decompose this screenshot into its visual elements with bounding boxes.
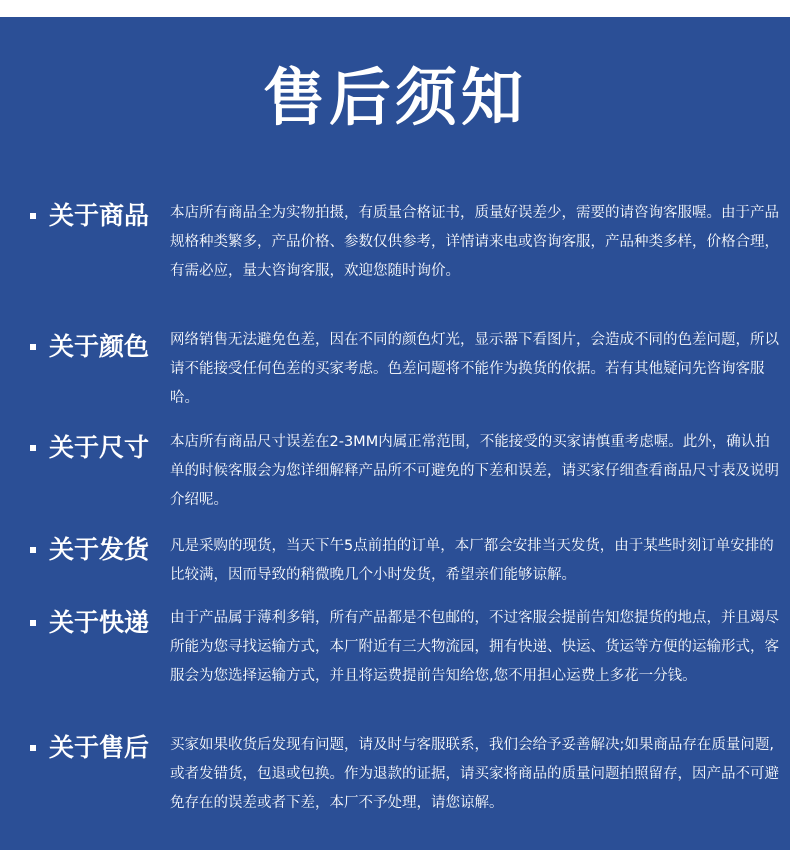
section-heading: 关于颜色	[49, 332, 150, 361]
section-heading: 关于售后	[49, 733, 150, 762]
bullet-icon	[30, 344, 36, 350]
section-heading: 关于发货	[49, 535, 150, 564]
page-title: 售后须知	[262, 61, 527, 134]
bullet-icon	[30, 445, 36, 451]
bullet-icon	[30, 213, 36, 219]
bullet-icon	[30, 547, 36, 553]
section-heading: 关于尺寸	[49, 433, 150, 462]
section-body: 本店所有商品全为实物拍摄，有质量合格证书，质量好误差少，需要的请咨询客服喔。由于产品规格种类繁多，产品价格、参数仅供参考，详情请来电或咨询客服，产品种类多样，价格合理，有需必应，量大咨询客服，欢迎您随时询价。	[170, 205, 779, 279]
bullet-icon	[30, 620, 36, 626]
section-body: 由于产品属于薄利多销，所有产品都是不包邮的，不过客服会提前告知您提货的地点，并且竭尽所能为您寻找运输方式，本厂附近有三大物流园，拥有快递、快运、货运等方便的运输形式，客服会为您选择运输方式，并且将运费提前告知给您,您不用担心运费上多花一分钱。	[170, 610, 779, 684]
section-heading: 关于商品	[49, 201, 150, 230]
section-body: 本店所有商品尺寸误差在2-3MM内属正常范围，不能接受的买家请慎重考虑喔。此外，确认拍单的时候客服会为您详细解释产品所不可避免的下差和误差，请买家仔细查看商品尺寸表及说明介绍呢。	[170, 434, 779, 508]
bullet-icon	[30, 745, 36, 751]
section-body: 网络销售无法避免色差，因在不同的颜色灯光，显示器下看图片，会造成不同的色差问题，所以请不能接受任何色差的买家考虑。色差问题将不能作为换货的依据。若有其他疑问先咨询客服哈。	[170, 332, 779, 406]
section-heading: 关于快递	[49, 608, 150, 637]
section-body: 买家如果收货后发现有问题，请及时与客服联系，我们会给予妥善解决;如果商品存在质量问题,或者发错货，包退或包换。作为退款的证据，请买家将商品的质量问题拍照留存，因产品不可避免存在的误差或者下差，本厂不予处理，请您谅解。	[170, 737, 779, 811]
section-body: 凡是采购的现货，当天下午5点前拍的订单，本厂都会安排当天发货，由于某些时刻订单安排的比较满，因而导致的稍微晚几个小时发货，希望亲们能够谅解。	[170, 538, 774, 583]
